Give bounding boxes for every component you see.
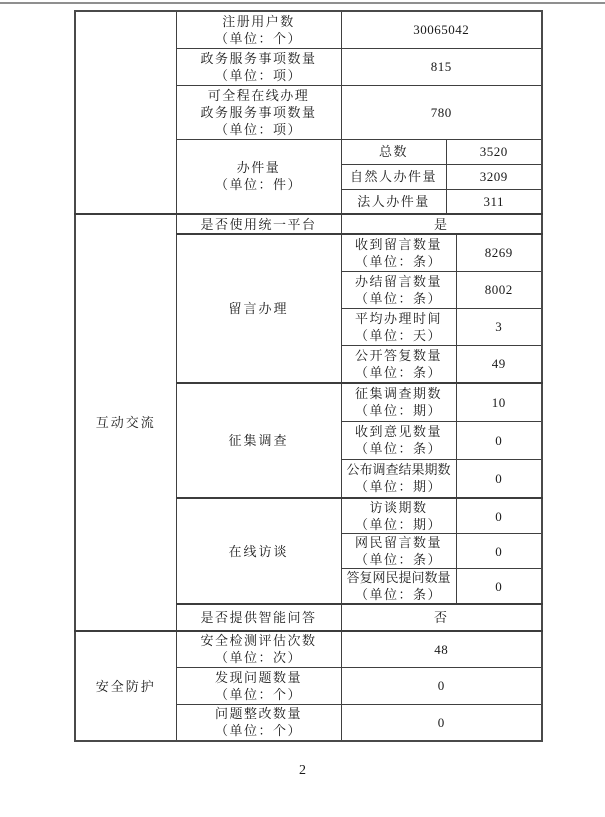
metric-unit: （单位：个）: [214, 723, 302, 739]
row-unified-platform: [75, 214, 542, 234]
netizen-messages-label-cell: [341, 534, 456, 569]
case-total-value: 3520: [446, 139, 542, 164]
metric-label: 问题整改数量: [214, 706, 302, 722]
problems-found-label-cell: [176, 667, 341, 704]
row-security-assessments: [75, 631, 542, 667]
case-legal-value: 311: [446, 189, 542, 214]
metric-label: 安全检测评估次数: [200, 633, 317, 649]
metric-label: 政务服务事项数量: [200, 50, 317, 66]
registered-users-label-cell: [176, 11, 341, 48]
metric-label: 公布调查结果期数: [346, 462, 451, 478]
metric-label: 可全程在线办理: [207, 87, 310, 103]
metric-unit: （单位：条）: [354, 587, 442, 602]
unified-platform-value: 是: [341, 214, 542, 234]
results-published-label-cell: [341, 459, 456, 498]
messages-received-value: 8269: [456, 234, 542, 271]
interview-periods-label-cell: [341, 498, 456, 534]
problems-found-value: 0: [341, 667, 542, 704]
security-assessments-label-cell: [176, 631, 341, 667]
interview-group-cell: 在线访谈: [176, 498, 341, 604]
metric-unit: （单位：条）: [354, 552, 442, 567]
interaction-category-cell: 互动交流: [75, 214, 176, 631]
page-top-edge-line: [0, 2, 605, 4]
group-unit: （单位：件）: [214, 177, 302, 193]
metric-label: 办结留言数量: [354, 273, 442, 289]
metric-label: 收到意见数量: [354, 424, 442, 439]
messages-resolved-label-cell: [341, 271, 456, 308]
questions-answered-label-cell: [341, 569, 456, 605]
unified-platform-label: 是否使用统一平台: [176, 214, 341, 234]
group-label: 办件量: [236, 160, 281, 176]
metric-unit: （单位：期）: [354, 479, 442, 495]
case-natural-label: 自然人办件量: [341, 164, 446, 189]
page-number: 2: [299, 763, 306, 778]
service-category-cell: [75, 11, 176, 214]
metric-label: 发现问题数量: [214, 669, 302, 685]
survey-periods-value: 10: [456, 383, 542, 421]
public-replies-value: 49: [456, 345, 542, 383]
survey-periods-label-cell: [341, 383, 456, 421]
metric-unit: （单位：期）: [354, 517, 442, 532]
survey-group-cell: 征集调查: [176, 383, 341, 498]
problems-rectified-label-cell: [176, 704, 341, 741]
metric-unit: （单位：项）: [214, 121, 302, 137]
questions-answered-value: 0: [456, 569, 542, 605]
case-legal-label: 法人办件量: [341, 189, 446, 214]
metric-label-2: 政务服务事项数量: [200, 104, 317, 120]
metric-label: 注册用户数: [222, 13, 295, 29]
metric-unit: （单位：条）: [354, 364, 442, 380]
metric-label: 公开答复数量: [354, 347, 442, 363]
problems-rectified-value: 0: [341, 704, 542, 741]
metric-label: 征集调查期数: [354, 386, 442, 402]
netizen-messages-value: 0: [456, 534, 542, 569]
metric-label: 答复网民提问数量: [346, 570, 451, 585]
metric-unit: （单位：条）: [354, 253, 442, 269]
metric-unit: （单位：条）: [354, 441, 442, 456]
metric-unit: （单位：天）: [354, 327, 442, 343]
case-volume-group-cell: [176, 139, 341, 214]
public-replies-label-cell: [341, 345, 456, 383]
online-items-value: 780: [341, 85, 542, 139]
message-handling-group-cell: 留言办理: [176, 234, 341, 383]
smart-qa-label: 是否提供智能问答: [176, 604, 341, 631]
smart-qa-value: 否: [341, 604, 542, 631]
metric-unit: （单位：个）: [214, 686, 302, 702]
case-natural-value: 3209: [446, 164, 542, 189]
service-items-value: 815: [341, 48, 542, 85]
registered-users-value: 30065042: [341, 11, 542, 48]
row-registered-users: [75, 11, 542, 48]
avg-handling-time-value: 3: [456, 308, 542, 345]
metric-label: 访谈期数: [369, 500, 428, 515]
metric-unit: （单位：条）: [354, 290, 442, 306]
online-items-label-cell: [176, 85, 341, 139]
metric-label: 平均办理时间: [354, 310, 442, 326]
metric-unit: （单位：次）: [214, 650, 302, 666]
metric-unit: （单位：项）: [214, 67, 302, 83]
annual-report-table: [74, 10, 543, 742]
metric-unit: （单位：个）: [214, 30, 302, 46]
metric-label: 收到留言数量: [354, 236, 442, 252]
service-items-label-cell: [176, 48, 341, 85]
opinions-received-label-cell: [341, 421, 456, 459]
interview-periods-value: 0: [456, 498, 542, 534]
metric-label: 网民留言数量: [354, 535, 442, 550]
security-assessments-value: 48: [341, 631, 542, 667]
results-published-value: 0: [456, 459, 542, 498]
messages-received-label-cell: [341, 234, 456, 271]
metric-unit: （单位：期）: [354, 403, 442, 419]
avg-handling-time-label-cell: [341, 308, 456, 345]
messages-resolved-value: 8002: [456, 271, 542, 308]
opinions-received-value: 0: [456, 421, 542, 459]
security-category-cell: 安全防护: [75, 631, 176, 741]
case-total-label: 总数: [341, 139, 446, 164]
